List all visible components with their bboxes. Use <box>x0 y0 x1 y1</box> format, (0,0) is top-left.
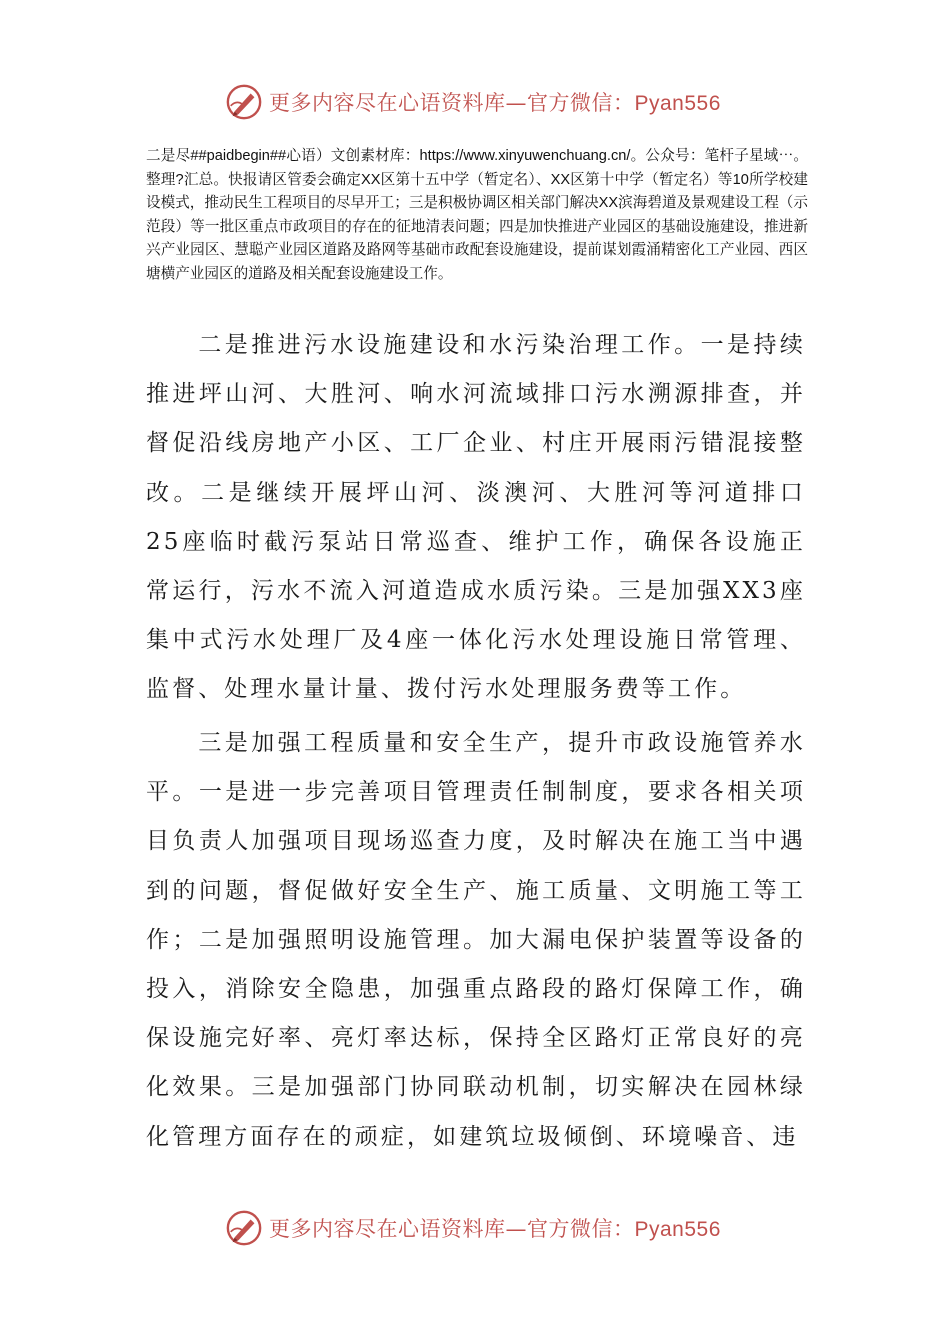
small-paragraph: 二是尽##paidbegin##心语）文创素材库：https://www.xinyuwenchuang.cn/。公众号：笔杆子星域⋯。整理?汇总。快报请区管委会确定XX区第十五中学（暂定名）、XX区第十中学（暂定名）等10所学校建设模式，推动民生工程项目的尽早开工；三是积极协调区相关部门解决XX滨海碧道及景观建设工程（示范段）等一批区重点市政项目的存在的征地清表问题；四是加快推进产业园区的基础设施建设，推进新兴产业园区、慧聪产业园区道路及路网等基础市政配套设施建设，提前谋划霞涌精密化工产业园、西区塘横产业园区的道路及相关配套设施建设工作。 <box>146 148 808 282</box>
footer-banner <box>225 1208 745 1248</box>
banner-text: 更多内容尽在心语资料库—官方微信：Pyan556 <box>269 91 721 115</box>
wechat-id: Pyan556 <box>634 1218 721 1241</box>
wechat-id: Pyan556 <box>634 92 721 115</box>
pen-logo-icon <box>225 83 263 121</box>
body-paragraph-3: 三是加强工程质量和安全生产，提升市政设施管养水平。一是进一步完善项目管理责任制制度，要求各相关项目负责人加强项目现场巡查力度，及时解决在施工当中遇到的问题，督促做好安全生产、施工质量、文明施工等工作；二是加强照明设施管理。加大漏电保护装置等设备的投入，消除安全隐患，加强重点路段的路灯保障工作，确保设施完好率、亮灯率达标，保持全区路灯正常良好的亮化效果。三是加强部门协同联动机制，切实解决在园林绿化管理方面存在的顽症，如建筑垃圾倾倒、环境噪音、违 <box>146 730 806 1150</box>
header-banner <box>225 82 745 122</box>
banner-text: 更多内容尽在心语资料库—官方微信：Pyan556 <box>269 1217 721 1241</box>
body-paragraph-2: 二是推进污水设施建设和水污染治理工作。一是持续推进坪山河、大胜河、响水河流域排口污水溯源排查，并督促沿线房地产小区、工厂企业、村庄开展雨污错混接整改。二是继续开展坪山河、淡澳河、大胜河等河道排口25座临时截污泵站日常巡查、维护工作，确保各设施正常运行，污水不流入河道造成水质污染。三是加强XX3座集中式污水处理厂及4座一体化污水处理设施日常管理、监督、处理水量计量、拨付污水处理服务费等工作。 <box>146 332 806 703</box>
pen-logo-icon <box>225 1209 263 1247</box>
